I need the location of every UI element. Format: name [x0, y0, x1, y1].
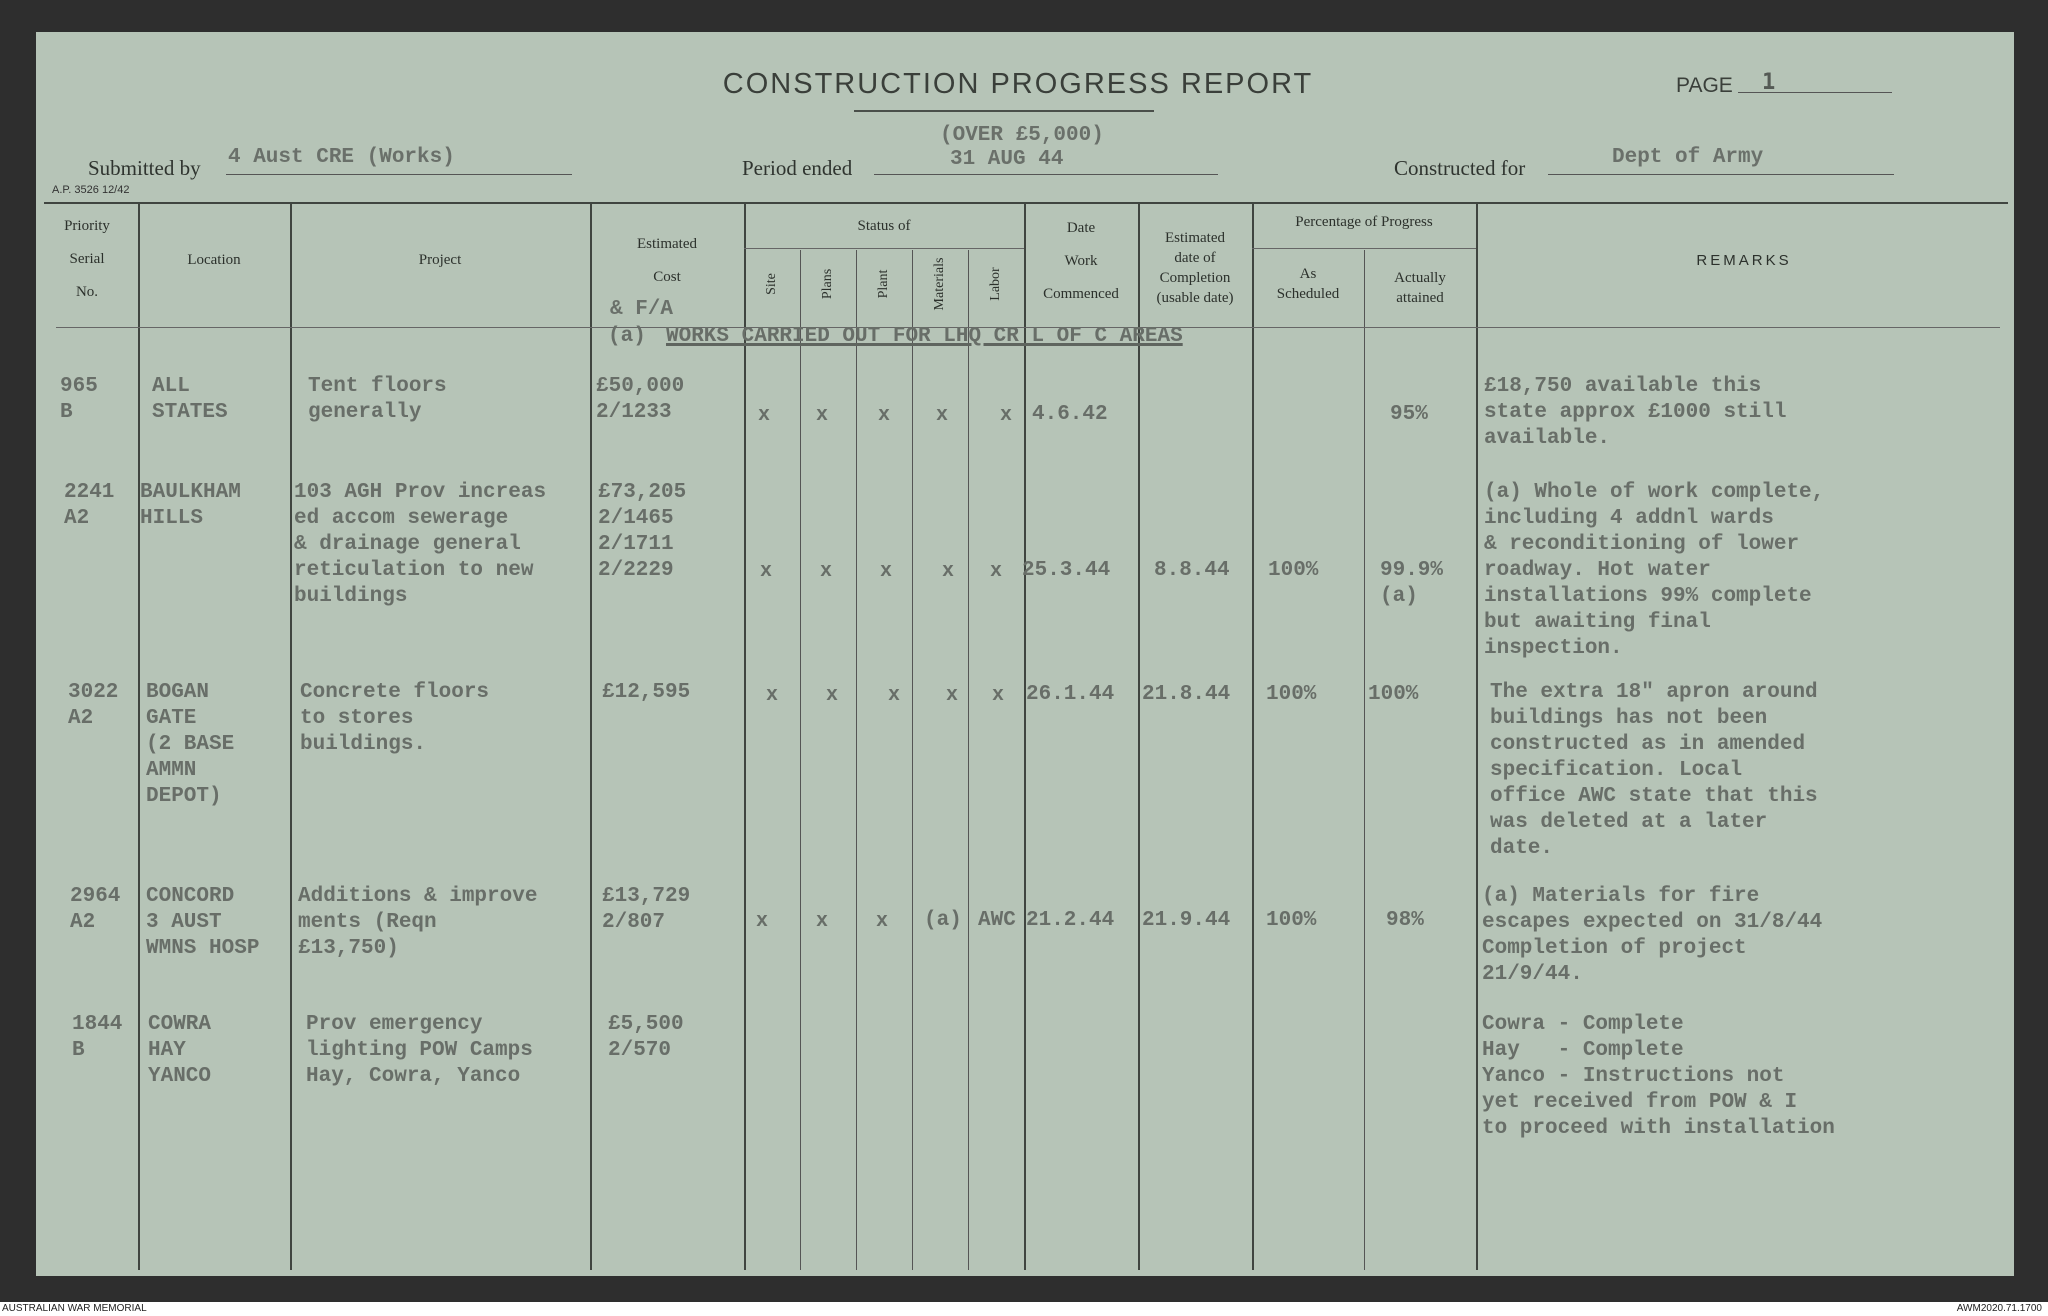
header-cost-typed-fa: & F/A — [610, 298, 674, 321]
row-2-location: BAULKHAM HILLS — [140, 481, 241, 530]
header-project: Project — [418, 252, 462, 268]
row-1-status-plant: x — [878, 404, 891, 427]
archive-accession-number: AWM2020.71.1700 — [1956, 1303, 2042, 1314]
percentage-sub-rule — [1252, 248, 1476, 249]
constructed-for-line — [1548, 174, 1894, 175]
table-top-rule — [44, 202, 2008, 204]
row-4-status-labor: AWC — [978, 909, 1016, 932]
header-estimated-cost: Estimated Cost — [637, 236, 697, 285]
header-status-materials: Materials — [932, 257, 947, 311]
header-location: Location — [187, 252, 241, 268]
header-status-labor: Labor — [988, 267, 1003, 301]
section-heading-prefix: (a) — [608, 325, 646, 348]
page-label: PAGE — [1676, 74, 1733, 97]
submitted-by-label: Submitted by — [88, 156, 201, 180]
col-divider — [912, 250, 913, 1270]
row-3-status-site: x — [766, 684, 779, 707]
row-5-remarks: Cowra - Complete Hay - Complete Yanco - Instructions not yet received from POW & I to proceed with installation — [1482, 1013, 1835, 1140]
row-2-scheduled: 100% — [1268, 559, 1319, 582]
row-2-status-materials: x — [942, 560, 955, 583]
over-amount-note: (OVER £5,000) — [940, 124, 1104, 147]
row-2-serial: 2241 A2 — [64, 481, 115, 530]
row-3-status-plant: x — [888, 684, 901, 707]
row-2-status-site: x — [760, 560, 773, 583]
row-5-location: COWRA HAY YANCO — [148, 1013, 212, 1088]
header-estimated-completion: Estimated date of Completion (usable date) — [1156, 230, 1234, 306]
row-3-attained: 100% — [1368, 683, 1419, 706]
row-2-commenced: 25.3.44 — [1022, 559, 1111, 582]
header-status-site: Site — [764, 273, 779, 295]
row-3-remarks: The extra 18" apron around buildings has not been constructed as in amended specification. Local office AWC state that this was deleted at a later date. — [1490, 681, 1818, 860]
row-1-project: Tent floors generally — [308, 375, 447, 424]
row-4-scheduled: 100% — [1266, 909, 1317, 932]
row-1-commenced: 4.6.42 — [1032, 403, 1108, 426]
section-heading-text: WORKS CARRIED OUT FOR LHQ CR L OF C AREAS — [666, 325, 1183, 348]
col-divider — [1476, 204, 1478, 1270]
header-percentage-progress: Percentage of Progress — [1295, 214, 1433, 230]
row-2-status-labor: x — [990, 560, 1003, 583]
archive-name: AUSTRALIAN WAR MEMORIAL — [2, 1303, 147, 1314]
row-1-status-site: x — [758, 404, 771, 427]
row-2-status-plant: x — [880, 560, 893, 583]
row-3-location: BOGAN GATE (2 BASE AMMN DEPOT) — [146, 681, 235, 808]
row-2-attained: 99.9% (a) — [1380, 559, 1444, 608]
row-5-project: Prov emergency lighting POW Camps Hay, Cowra, Yanco — [306, 1013, 533, 1088]
page-number: 1 — [1762, 70, 1776, 95]
header-date-commenced: Date Work Commenced — [1043, 220, 1119, 302]
row-1-status-plans: x — [816, 404, 829, 427]
row-2-project: 103 AGH Prov increas ed accom sewerage & drainage general reticulation to new buildings — [294, 481, 547, 608]
col-divider — [590, 204, 592, 1270]
row-4-completion: 21.9.44 — [1142, 909, 1231, 932]
col-divider — [1364, 250, 1365, 1270]
row-1-remarks: £18,750 available this state approx £1000 still available. — [1484, 375, 1787, 450]
row-2-cost: £73,205 2/1465 2/1711 2/2229 — [598, 481, 687, 582]
submitted-by-line — [226, 174, 572, 175]
row-3-serial: 3022 A2 — [68, 681, 119, 730]
row-1-location: ALL STATES — [152, 375, 228, 424]
row-4-status-materials: (a) — [924, 909, 962, 932]
archive-footer — [0, 1302, 2048, 1316]
row-4-status-plans: x — [816, 910, 829, 933]
period-ended-value: 31 AUG 44 — [950, 148, 1064, 171]
col-divider — [856, 250, 857, 1270]
period-ended-label: Period ended — [742, 156, 853, 180]
row-4-project: Additions & improve ments (Reqn £13,750) — [298, 885, 538, 960]
row-1-serial: 965 B — [60, 375, 98, 424]
col-divider — [1252, 204, 1254, 1270]
col-divider — [968, 250, 969, 1270]
row-1-status-materials: x — [936, 404, 949, 427]
row-2-completion: 8.8.44 — [1154, 559, 1230, 582]
submitted-by-value: 4 Aust CRE (Works) — [228, 146, 455, 169]
row-3-status-plans: x — [826, 684, 839, 707]
col-divider — [1138, 204, 1140, 1270]
status-sub-rule — [744, 248, 1024, 249]
report-sheet — [36, 32, 2014, 1276]
header-status-plans: Plans — [820, 268, 835, 300]
row-3-completion: 21.8.44 — [1142, 683, 1231, 706]
row-1-cost: £50,000 2/1233 — [596, 375, 685, 424]
row-4-commenced: 21.2.44 — [1026, 909, 1115, 932]
constructed-for-value: Dept of Army — [1612, 146, 1764, 169]
row-3-scheduled: 100% — [1266, 683, 1317, 706]
row-2-remarks: (a) Whole of work complete, including 4 addnl wards & reconditioning of lower roadway. Hot water installations 99% complete but awaiting final inspection. — [1484, 481, 1825, 660]
row-2-status-plans: x — [820, 560, 833, 583]
row-3-commenced: 26.1.44 — [1026, 683, 1115, 706]
row-4-cost: £13,729 2/807 — [602, 885, 691, 934]
row-3-cost: £12,595 — [602, 681, 691, 704]
col-divider — [800, 250, 801, 1270]
header-remarks: REMARKS — [1696, 252, 1792, 269]
row-5-cost: £5,500 2/570 — [608, 1013, 684, 1062]
row-4-remarks: (a) Materials for fire escapes expected on 31/8/44 Completion of project 21/9/44. — [1482, 885, 1823, 986]
row-4-attained: 98% — [1386, 909, 1424, 932]
header-actually-attained: Actually attained — [1394, 270, 1446, 306]
row-4-status-plant: x — [876, 910, 889, 933]
col-divider — [744, 204, 746, 1270]
header-as-scheduled: As Scheduled — [1276, 266, 1340, 302]
header-status-of: Status of — [857, 218, 911, 234]
row-1-attained: 95% — [1390, 403, 1428, 426]
col-divider — [1024, 204, 1026, 1270]
row-3-project: Concrete floors to stores buildings. — [300, 681, 490, 756]
title-underline — [854, 110, 1154, 112]
row-4-status-site: x — [756, 910, 769, 933]
constructed-for-label: Constructed for — [1394, 156, 1526, 180]
row-1-status-labor: x — [1000, 404, 1013, 427]
col-divider — [290, 204, 292, 1270]
col-divider — [138, 204, 140, 1270]
header-status-plant: Plant — [876, 269, 891, 299]
row-3-status-labor: x — [992, 684, 1005, 707]
row-4-serial: 2964 A2 — [70, 885, 121, 934]
form-number: A.P. 3526 12/42 — [52, 184, 130, 196]
row-4-location: CONCORD 3 AUST WMNS HOSP — [146, 885, 260, 960]
row-5-serial: 1844 B — [72, 1013, 123, 1062]
header-priority-serial: Priority Serial No. — [64, 218, 110, 300]
period-ended-line — [874, 174, 1218, 175]
report-title: CONSTRUCTION PROGRESS REPORT — [722, 68, 1314, 100]
row-3-status-materials: x — [946, 684, 959, 707]
